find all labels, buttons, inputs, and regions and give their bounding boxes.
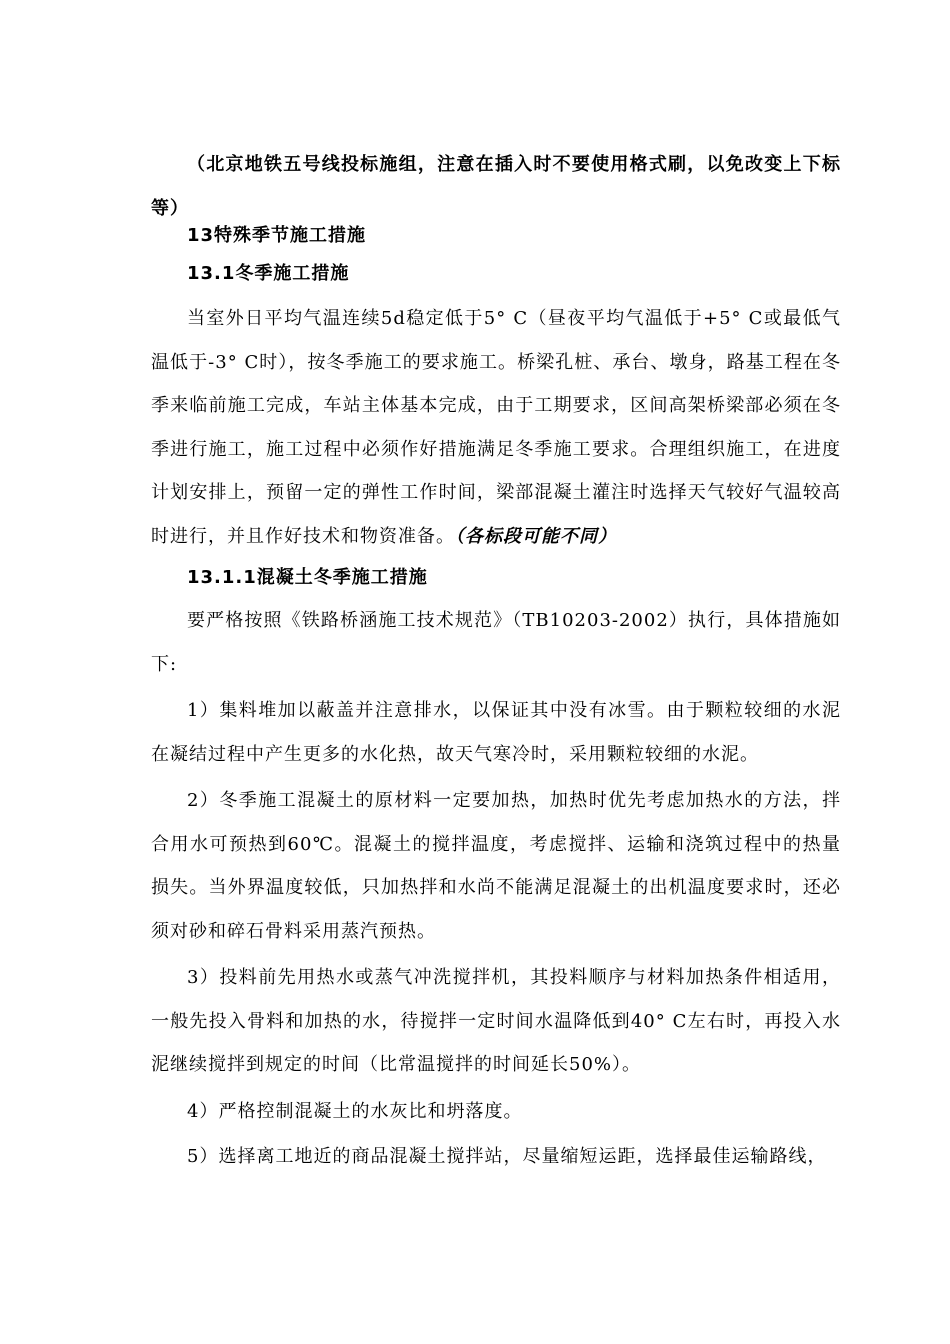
list-item-2: 2）冬季施工混凝土的原材料一定要加热，加热时优先考虑加热水的方法，拌合用水可预热到60℃。混凝土的搅拌温度，考虑搅拌、运输和浇筑过程中的热量损失。当外界温度较低，只加热拌和水尚不能满足混凝土的出机温度要求时，还必须对砂和碎石骨料采用蒸汽预热。 [151, 790, 841, 942]
section-note: （各标段可能不同） [455, 525, 617, 547]
heading-13-1: 13.1冬季施工措施 [187, 263, 350, 284]
list-item-4: 4）严格控制混凝土的水灰比和坍落度。 [187, 1101, 523, 1122]
insert-note: （北京地铁五号线投标施组，注意在插入时不要使用格式刷，以免改变上下标等） [151, 154, 841, 219]
paragraph-spec: 要严格按照《铁路桥涵施工技术规范》（TB10203-2002）执行，具体措施如下: [151, 610, 841, 675]
heading-13-1-1: 13.1.1混凝土冬季施工措施 [187, 567, 428, 588]
paragraph-winter-overview-text: 当室外日平均气温连续5d稳定低于5° C（昼夜平均气温低于+5° C或最低气温低于-3° C时），按冬季施工的要求施工。桥梁孔桩、承台、墩身，路基工程在冬季来临前施工完成，车站主体基本完成，由于工期要求，区间高架桥梁部必须在冬季进行施工，施工过程中必须作好措施满足冬季施工要求。合理组织施工，在进度计划安排上，预留一定的弹性工作时间，梁部混凝土灌注时选择天气较好气温较高时进行，并且作好技术和物资准备。 [151, 308, 841, 547]
list-item-1: 1）集料堆加以蔽盖并注意排水，以保证其中没有冰雪。由于颗粒较细的水泥在凝结过程中产生更多的水化热，故天气寒冷时，采用颗粒较细的水泥。 [151, 700, 841, 765]
list-item-3: 3）投料前先用热水或蒸气冲洗搅拌机，其投料顺序与材料加热条件相适用，一般先投入骨料和加热的水，待搅拌一定时间水温降低到40° C左右时，再投入水泥继续搅拌到规定的时间（比常温搅拌的时间延长50%）。 [151, 967, 841, 1075]
list-item-5: 5）选择离工地近的商品混凝土搅拌站，尽量缩短运距，选择最佳运输路线， [187, 1146, 827, 1167]
heading-13: 13特殊季节施工措施 [187, 225, 367, 246]
paragraph-winter-overview [151, 297, 841, 558]
